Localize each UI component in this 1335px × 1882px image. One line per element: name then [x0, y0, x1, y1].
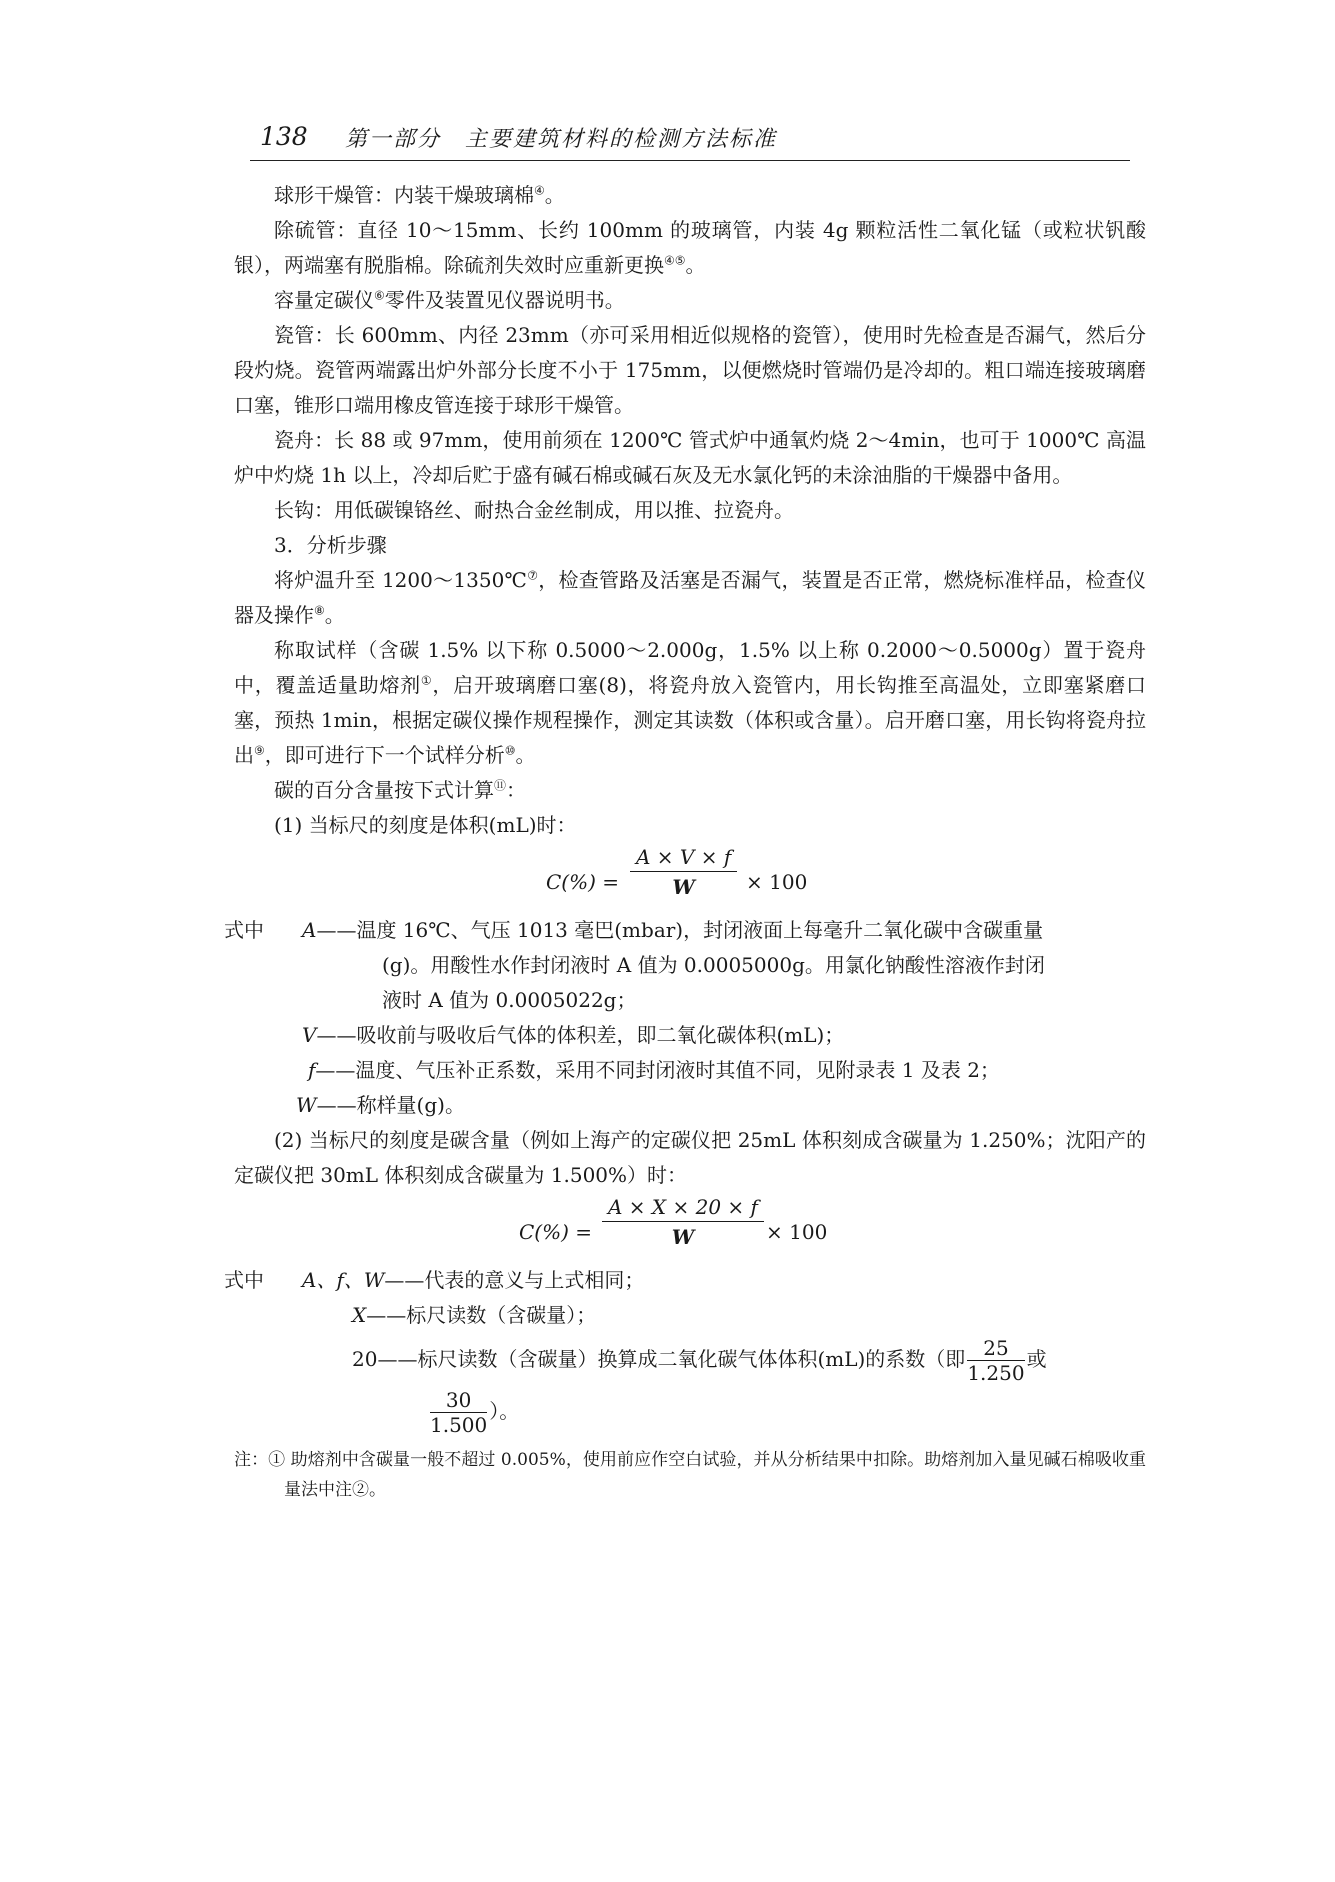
def-A-cont2: 液时 A 值为 0.0005022g；	[382, 988, 637, 1012]
def-f: f——温度、气压补正系数，采用不同封闭液时其值不同，见附录表 1 及表 2；	[308, 1058, 1000, 1082]
body-text	[224, 178, 1146, 1505]
paragraph-heating: 将炉温升至 1200～1350℃⑦，检查管路及活塞是否漏气，装置是否正常，燃烧标准样品，检查仪器及操作⑧。	[234, 568, 1146, 627]
paragraph-weighing: 称取试样（含碳 1.5% 以下称 0.5000～2.000g，1.5% 以上称 0.2000～0.5000g）置于瓷舟中，覆盖适量助熔剂①，启开玻璃磨口塞(8)，将瓷舟放入瓷管内，用长钩推至高温处，立即塞紧磨口塞，预热 1min，根据定碳仪操作规程操作，测定其读数（体积或含量）。启开磨口塞，用长钩将瓷舟拉出⑨，即可进行下一个试样分析⑩。	[234, 638, 1146, 767]
paragraph-long-hook: 长钩：用低碳镍铬丝、耐热合金丝制成，用以推、拉瓷舟。	[274, 498, 794, 522]
def-20-cont: $\frac{30}{1.500}$ ）。	[430, 1388, 520, 1437]
paragraph-case-volume: (1) 当标尺的刻度是体积(mL)时：	[274, 813, 577, 837]
paragraph-case-carbon: (2) 当标尺的刻度是碳含量（例如上海产的定碳仪把 25mL 体积刻成含碳量为 1.250%；沈阳产的定碳仪把 30mL 体积刻成含碳量为 1.500%）时：	[234, 1128, 1146, 1187]
def-V: V——吸收前与吸收后气体的体积差，即二氧化碳体积(mL)；	[302, 1023, 845, 1047]
paragraph-porcelain-tube: 瓷管：长 600mm、内径 23mm（亦可采用相近似规格的瓷管），使用时先检查是否漏气，然后分段灼烧。瓷管两端露出炉外部分长度不小于 175mm，以便燃烧时管端仍是冷却的。粗口端连接玻璃磨口塞，锥形口端用橡皮管连接于球形干燥管。	[234, 323, 1146, 417]
paragraph-porcelain-boat: 瓷舟：长 88 或 97mm，使用前须在 1200℃ 管式炉中通氧灼烧 2～4min，也可于 1000℃ 高温炉中灼烧 1h 以上，冷却后贮于盛有碱石棉或碱石灰及无水氯化钙的未涂油脂的干燥器中备用。	[234, 428, 1146, 487]
formula-volume	[234, 843, 1146, 913]
formula-fraction	[630, 843, 737, 902]
def-W: W——称样量(g)。	[296, 1093, 465, 1117]
formula-lhs: C(%) =	[546, 870, 620, 894]
def-X: X——标尺读数（含碳量）；	[352, 1303, 597, 1327]
formula2-lhs: C(%) =	[519, 1220, 593, 1244]
formula-rhs: × 100	[746, 870, 808, 894]
where-label: 式中	[224, 918, 264, 942]
footnote-text: 注：① 助熔剂中含碳量一般不超过 0.005%，使用前应作空白试验，并从分析结果中扣除。助熔剂加入量见碱石棉吸收重量法中注②。	[234, 1450, 1146, 1500]
fraction-30-over-1500: $\frac{30}{1.500}$	[430, 1388, 488, 1437]
def-20: 20——标尺读数（含碳量）换算成二氧化碳气体体积(mL)的系数（即 $\frac{25}{1.250}$ 或	[352, 1336, 1047, 1385]
formula2-rhs: × 100	[766, 1220, 828, 1244]
formula-carbon	[234, 1193, 1146, 1263]
formula2-fraction	[602, 1193, 764, 1252]
fraction-25-over-1250: $\frac{25}{1.250}$	[967, 1336, 1025, 1385]
def-AfW: A、f、W——代表的意义与上式相同；	[302, 1268, 645, 1292]
page-header	[250, 120, 1130, 161]
paragraph-calculation-intro: 碳的百分含量按下式计算⑪：	[274, 778, 527, 802]
def-A: A——温度 16℃、气压 1013 毫巴(mbar)，封闭液面上每毫升二氧化碳中含碳重量	[302, 918, 1044, 942]
formula-numerator: A × V × f	[630, 843, 737, 872]
variable-definitions-2	[224, 1263, 1146, 1437]
paragraph-drying-tube: 球形干燥管：内装干燥玻璃棉④。	[274, 183, 565, 207]
formula2-denominator: W	[671, 1225, 695, 1249]
def-A-cont1: (g)。用酸性水作封闭液时 A 值为 0.0005000g。用氯化钠酸性溶液作封闭	[382, 953, 1045, 977]
formula2-numerator: A × X × 20 × f	[602, 1193, 764, 1222]
running-title: 第一部分 主要建筑材料的检测方法标准	[345, 127, 778, 152]
section-heading-analysis-steps: 3．分析步骤	[274, 533, 387, 557]
paragraph-carbon-analyzer: 容量定碳仪⑥零件及装置见仪器说明书。	[274, 288, 625, 312]
variable-definitions-1	[224, 913, 1146, 1123]
page-number: 138	[260, 122, 308, 151]
paragraph-desulfurization-tube: 除硫管：直径 10～15mm、长约 100mm 的玻璃管，内装 4g 颗粒活性二氧化锰（或粒状钒酸银），两端塞有脱脂棉。除硫剂失效时应重新更换④⑤。	[234, 218, 1146, 277]
footnote	[234, 1445, 1146, 1505]
formula-denominator: W	[672, 875, 695, 899]
where-label-2: 式中	[224, 1268, 264, 1292]
